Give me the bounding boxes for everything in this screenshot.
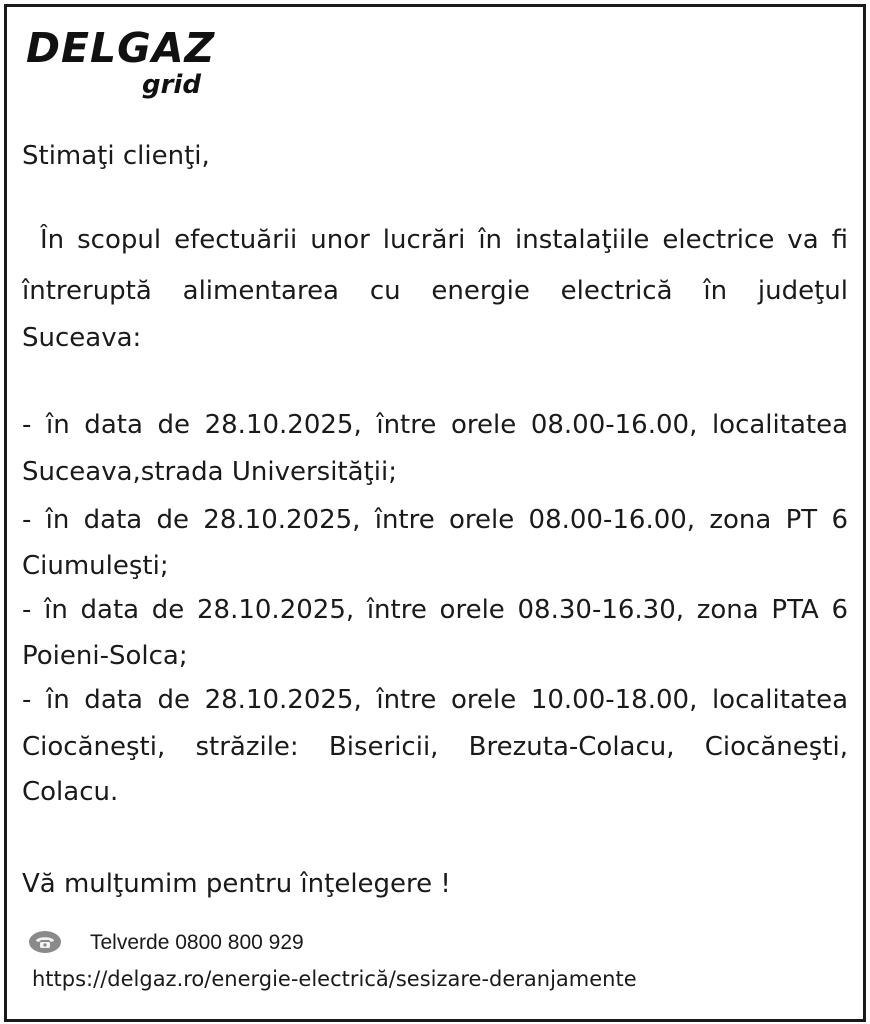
- item-4-line-1: - în data de 28.10.2025, între orele 10.00-18.00, localitatea: [22, 685, 848, 715]
- logo-sub: grid: [142, 70, 201, 100]
- item-3-line-2: Poieni-Solca;: [22, 641, 188, 671]
- phone-number: Telverde 0800 800 929: [90, 931, 304, 954]
- intro-line-2: întreruptă alimentarea cu energie electrică în judeţul: [22, 276, 848, 306]
- item-1-line-1: - în data de 28.10.2025, între orele 08.00-16.00, localitatea: [22, 410, 848, 440]
- closing-text: Vă mulţumim pentru înţelegere !: [22, 869, 451, 899]
- item-4-line-2: Ciocăneşti, străzile: Bisericii, Brezuta-Colacu, Ciocăneşti,: [22, 732, 848, 762]
- item-1-line-2: Suceava,strada Universităţii;: [22, 457, 397, 487]
- delgaz-grid-logo: [26, 20, 226, 110]
- greeting: Stimaţi clienţi,: [22, 141, 210, 171]
- item-3-line-1: - în data de 28.10.2025, între orele 08.30-16.30, zona PTA 6: [22, 595, 848, 625]
- telephone-icon: [28, 930, 62, 954]
- item-2-line-1: - în data de 28.10.2025, între orele 08.00-16.00, zona PT 6: [22, 505, 848, 535]
- intro-line-1: În scopul efectuării unor lucrări în instalaţiile electrice va fi: [40, 225, 848, 255]
- item-4-line-3: Colacu.: [22, 777, 119, 807]
- item-2-line-2: Ciumuleşti;: [22, 551, 169, 581]
- intro-line-3: Suceava:: [22, 323, 142, 353]
- report-url[interactable]: https://delgaz.ro/energie-electrică/sesizare-deranjamente: [32, 967, 637, 991]
- logo-brand: DELGAZ: [26, 24, 216, 72]
